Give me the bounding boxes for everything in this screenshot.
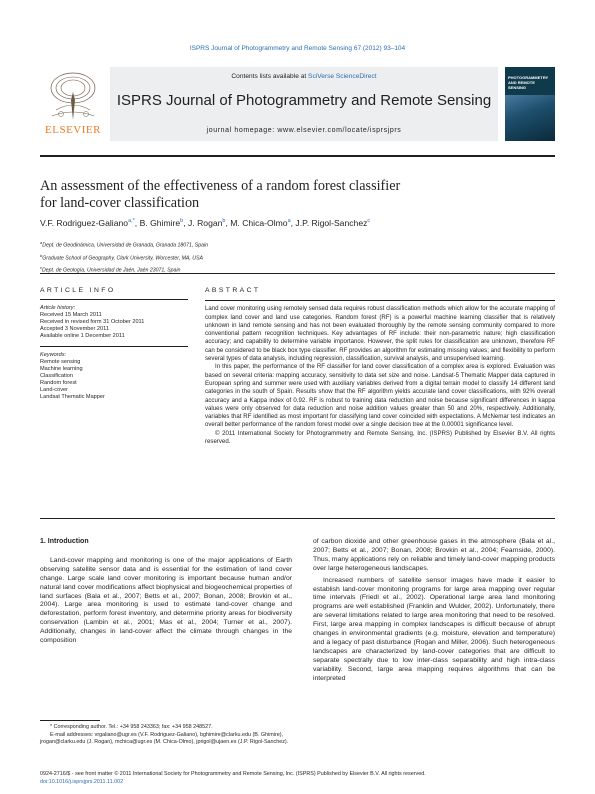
- body-right-column: [313, 538, 555, 684]
- keyword-item: Landsat Thematic Mapper: [40, 394, 105, 401]
- title-line-1: An assessment of the effectiveness of a random forest classifier: [40, 178, 401, 194]
- abstract-divider: [40, 518, 555, 519]
- author-affiliation-marker[interactable]: a,*: [128, 218, 135, 225]
- author-name: B. Ghimire: [139, 218, 181, 228]
- history-item: Received 15 March 2011: [40, 312, 102, 319]
- journal-masthead: [40, 67, 555, 141]
- elsevier-tree-icon: [46, 70, 100, 122]
- body-left-column: [40, 538, 292, 646]
- abstract-para-1: Land cover monitoring using remotely sensed data requires robust classification methods which allow for the accurate mapping of complex land cover and land use categories. Random forest (RF) is a powerful machine learning classifier that is relatively unknown in land remote sensing and has not been evaluated thoroughly by the remote sensing community compared to more conventional pattern recognition techniques. Key advantages of RF include: their non-parametric nature; high classification accuracy; and capability to determine variable importance. However, the split rules for classification are unknown, therefore RF can be considered to be black box type classifier. RF provides an algorithm for estimating missing values; and flexibility to perform several types of data analysis, including regression, classification, survival analysis, and unsupervised learning.: [205, 305, 555, 363]
- title-line-2: for land-cover classification: [40, 195, 200, 211]
- history-item: Received in revised form 31 October 2011: [40, 319, 145, 326]
- keyword-item: Remote sensing: [40, 358, 81, 365]
- history-rule: [40, 346, 188, 347]
- journal-homepage[interactable]: journal homepage: www.elsevier.com/locate/isprsjprs: [206, 127, 402, 134]
- journal-title: ISPRS Journal of Photogrammetry and Remote Sensing: [116, 92, 492, 109]
- author-name: J.P. Rigol-Sanchez: [295, 218, 368, 228]
- abstract: [205, 287, 555, 446]
- journal-cover-thumbnail[interactable]: [505, 67, 555, 141]
- intro-para-1: Land-cover mapping and monitoring is one of the major applications of Earth observing satellite sensor data and is essential for the estimation of land cover change. Large scale land cover monitoring is important because human and/or natural land cover modifications affect biophysical and biogeochemical properties of land surfaces (Bala et al., 2007; Betts et al., 2007; Bonan, 2008; Brovkin et al., 2004). Large area monitoring is used to estimate land-cover change and deforestation, perform forest inventory, and determine priority areas for biodiversity conservation (Lambin et al., 2001; Mas et al., 2004; Turner et al., 2007). Additionally, changes in land-cover affect the climate through changes in the composition: [40, 556, 292, 645]
- page-footer: [40, 770, 555, 786]
- author-affiliation-marker[interactable]: b: [222, 218, 226, 225]
- email-addresses[interactable]: E-mail addresses: vrgaliano@ugr.es (V.F. Rodriguez-Galiano), bghimire@clarku.edu (B. Ghimire), jrogan@clarku.edu (J. Rogan), mchica@ugr.es (M. Chica-Olmo), jprigol@ujaen.es (J.P. Rigol-Sanchez).: [40, 731, 289, 746]
- author-name: V.F. Rodriguez-Galiano: [40, 218, 129, 228]
- masthead-banner: [110, 67, 498, 141]
- section-heading-introduction: 1. Introduction: [40, 538, 89, 545]
- affiliation-text: Graduate School of Geography, Clark University, Worcester, MA, USA: [42, 255, 203, 262]
- author-affiliation-marker[interactable]: b: [180, 218, 184, 225]
- abstract-copyright: © 2011 International Society for Photogrammetry and Remote Sensing, Inc. (ISPRS) Published by Elsevier B.V. All rights reserved.: [205, 429, 555, 446]
- issn-copyright-line: 0924-2716/$ - see front matter © 2011 International Society for Photogrammetry and Remote Sensing, Inc. (ISPRS) Published by Elsevier B.V. All rights reserved.: [40, 771, 426, 777]
- masthead-rule: [40, 155, 555, 157]
- keyword-item: Land-cover: [40, 387, 68, 394]
- abstract-para-2: In this paper, the performance of the RF classifier for land cover classification of a complex area is explored. Evaluation was based on several criteria: mapping accuracy, sensitivity to data set size and noise. Landsat-5 Thematic Mapper data captured in European spring and summer were used with auxiliary variables derived from a digital terrain model to classify 14 different land categories in the south of Spain. Results show that the RF algorithm yields accurate land cover classifications, with 92% overall accuracy and a Kappa index of 0.92. RF is robust to training data reduction and noise because significant differences in kappa values were only observed for data reduction and noise addition values greater than 50 and 20%, respectively. Additionally, variables that RF identified as most important for classifying land cover coincided with expectations. A McNemar test indicates an overall better performance of the random forest model over a single decision tree at the 0.00001 significance level.: [205, 363, 555, 429]
- abstract-rule: [205, 300, 555, 301]
- history-label: Article history:: [40, 305, 76, 312]
- author-separator: ,: [183, 218, 189, 228]
- affiliation-line: [40, 251, 555, 264]
- history-list: [40, 312, 188, 340]
- affiliation-text: Dept. de Geodinámica, Universidad de Granada, Granada 18071, Spain: [42, 242, 209, 249]
- keyword-item: Machine learning: [40, 365, 83, 372]
- affiliation-line: [40, 263, 555, 276]
- keyword-item: Random forest: [40, 379, 77, 386]
- contents-prefix: Contents lists available at: [231, 73, 307, 80]
- running-head[interactable]: ISPRS Journal of Photogrammetry and Remote Sensing 67 (2012) 93–104: [189, 45, 406, 52]
- cover-title: PHOTOGRAMMETRY AND REMOTE SENSING: [508, 75, 549, 90]
- article-info: [40, 287, 188, 401]
- author-separator: ,: [290, 218, 296, 228]
- keywords-label: Keywords:: [40, 351, 67, 358]
- article-title: [40, 178, 555, 212]
- elsevier-logo[interactable]: [40, 67, 106, 141]
- keywords-list: [40, 359, 188, 402]
- abstract-heading: ABSTRACT: [205, 287, 261, 294]
- author-separator: ,: [134, 218, 140, 228]
- history-item: Accepted 3 November 2011: [40, 326, 109, 333]
- doi-link[interactable]: doi:10.1016/j.isprsjprs.2011.11.002: [40, 779, 124, 785]
- author-separator: ,: [225, 218, 231, 228]
- cover-image: [505, 95, 555, 141]
- affiliation-marker: b: [40, 252, 43, 258]
- affiliation-line: [40, 238, 555, 251]
- sciencedirect-link[interactable]: SciVerse ScienceDirect: [308, 73, 377, 80]
- header-divider: [40, 273, 555, 274]
- contents-line: [110, 73, 498, 80]
- affiliations: [40, 238, 555, 276]
- elsevier-wordmark: ELSEVIER: [45, 124, 101, 136]
- author-affiliation-marker[interactable]: c: [367, 218, 371, 225]
- history-item: Available online 1 December 2011: [40, 333, 125, 340]
- affiliation-marker: c: [40, 265, 42, 271]
- author-name: J. Rogan: [188, 218, 223, 228]
- author-name: M. Chica-Olmo: [230, 218, 288, 228]
- intro-para-1-continued: of carbon dioxide and other greenhouse gases in the atmosphere (Bala et al., 2007; Betts et al., 2007; Bonan, 2008; Brovkin et al., 2004; Fearnside, 2000). Thus, many applications rely on reliable and timely land-cover mapping products over large heterogeneous landscapes.: [313, 538, 555, 572]
- author-list: [40, 218, 555, 228]
- keyword-item: Classification: [40, 372, 73, 379]
- footnotes: [40, 720, 292, 747]
- info-rule: [40, 299, 188, 300]
- intro-para-2: Increased numbers of satellite sensor images have made it easier to establish land-cover monitoring programs for large area mapping over regular time intervals (Friedl et al., 2002). Operational large area land monitoring programs are well established (Franklin and Wulder, 2002). Unfortunately, there are several limitations related to large area monitoring that need to be resolved. First, large area mapping in complex landscapes is difficult because of abrupt changes in environmental gradients (e.g. moisture, elevation and temperature) and a legacy of past disturbance (Rogan and Miller, 2006). Such heterogeneous landscapes are characterized by land-cover categories that are difficult to separate spectrally due to low inter-class separability and high intra-class variability. Second, large area mapping requires algorithms that can be interpreted: [313, 576, 555, 682]
- affiliation-marker: a: [40, 240, 43, 245]
- article-info-heading: ARTICLE INFO: [40, 287, 116, 294]
- author-affiliation-marker[interactable]: a: [287, 218, 291, 225]
- corresponding-author-note: * Corresponding author. Tel.: +34 958 243363; fax: +34 958 248527.: [50, 724, 213, 730]
- footnote-rule: [40, 720, 100, 721]
- affiliation-text: Dept. de Geología, Universidad de Jaén, Jaén 23071, Spain: [42, 268, 181, 275]
